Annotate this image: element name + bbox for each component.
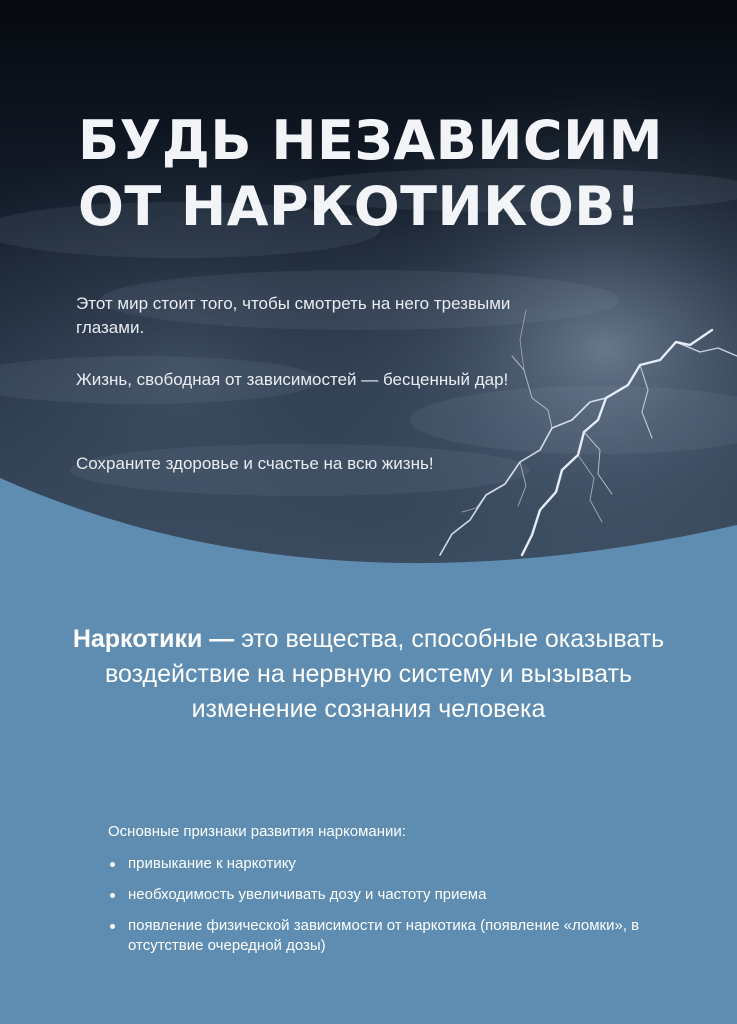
intro-paragraph-2: Жизнь, свободная от зависимостей — бесценный дар! — [76, 370, 509, 389]
signs-title: Основные признаки развития наркомании: — [108, 823, 406, 840]
definition-statement — [60, 622, 677, 727]
headline-line-1: БУДЬ НЕЗАВИСИМ — [78, 109, 663, 172]
definition-term: Наркотики — — [72, 625, 235, 653]
list-item: необходимость увеличивать дозу и частоту приема — [108, 885, 668, 905]
addiction-signs — [108, 822, 668, 967]
headline-line-2: ОТ НАРКОТИКОВ! — [78, 175, 642, 238]
page-title — [78, 108, 718, 240]
signs-list — [108, 854, 668, 956]
intro-paragraph-3: Сохраните здоровье и счастье на всю жизнь! — [76, 454, 434, 473]
list-item: привыкание к наркотику — [108, 854, 668, 874]
list-item: появление физической зависимости от наркотика (появление «ломки», в отсутствие очередной дозы) — [108, 916, 668, 956]
definition-text: это вещества, способные оказывать воздействие на нервную систему и вызывать изменение сознания человека — [105, 625, 665, 723]
intro-paragraph-1: Этот мир стоит того, чтобы смотреть на него трезвыми глазами. — [76, 294, 511, 337]
